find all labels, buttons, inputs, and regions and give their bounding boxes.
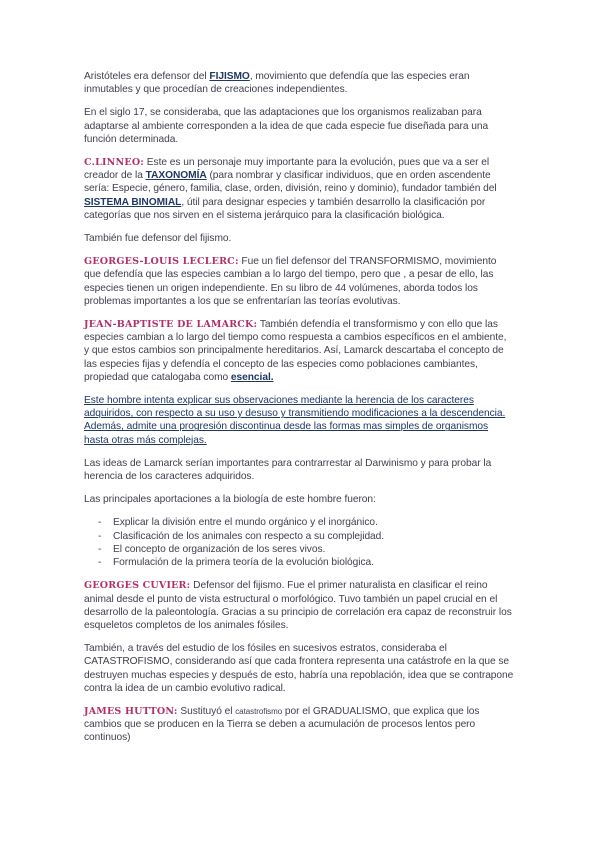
text: Sustituyó el — [177, 705, 236, 717]
text-small: catastrofismo — [235, 706, 283, 716]
paragraph-aportaciones: Las principales aportaciones a la biología de este hombre fueron: — [84, 494, 376, 506]
name-cuvier: GEORGES CUVIER: — [84, 580, 191, 592]
list-item: - Clasificación de los animales con respecto a su complejidad. — [100, 530, 514, 543]
paragraph-leclerc — [84, 255, 514, 308]
keyword-taxonomia: TAXONOMÍA — [145, 170, 207, 182]
paragraph-ideas-lamarck: Las ideas de Lamarck serían importantes para contrarrestar al Darwinismo y para probar la herencia de los caracteres adquiridos. — [84, 457, 492, 483]
text: (para nombrar y clasificar individuos, que en orden ascendente sería: Especie, género, familia, clase, orden, división, reino y dominio), fundador también del — [84, 170, 497, 195]
paragraph-catastrofismo: También, a través del estudio de los fósiles en sucesivos estratos, consideraba el CATASTROFISMO, considerando así que cada frontera representa una catástrofe en la que se destruyen muchas especies y después de esto, habría una repoblación, idea que se contrapone contra la idea de un cambio evolutivo radical. — [84, 643, 514, 694]
paragraph-aristoteles — [84, 70, 514, 96]
text: , útil para designar especies y también desarrollo la clasificación por categorías que nos sirven en el sistema jerárquico para la clasificación biológica. — [84, 196, 486, 221]
text: , movimiento que defendía que las especies eran inmutables y que procedían de creaciones independientes. — [84, 71, 470, 96]
list-item: - Explicar la división entre el mundo orgánico y el inorgánico. — [100, 516, 514, 529]
paragraph-linneo — [84, 156, 514, 222]
list-item: - El concepto de organización de los seres vivos. — [100, 543, 514, 556]
paragraph-siglo-17: En el siglo 17, se consideraba, que las adaptaciones que los organismos realizaban para adaptarse al ambiente corresponden a la idea de que cada especie fue diseñada para una función determinada. — [84, 107, 489, 145]
text: Defensor del fijismo. Fue el primer naturalista en clasificar el reino animal desde el punto de vista estructural o morfológico. Tuvo también un papel crucial en el desarrollo de la paleontología. Gracias a su principio de correlación era capaz de reconstruir los esqueletos completos de los animales fósiles. — [84, 580, 512, 631]
keyword-sistema-binomial: SISTEMA BINOMIAL — [84, 196, 182, 208]
name-leclerc: GEORGES-LOUIS LECLERC: — [84, 256, 239, 268]
name-lamarck: JEAN-BAPTISTE DE LAMARCK: — [84, 319, 258, 331]
name-linneo: C.LINNEO: — [84, 157, 145, 169]
text: Fue un fiel defensor del TRANSFORMISMO, movimiento que defendía que las especies cambian a lo largo del tiempo, pero que , a pesar de ello, las especies tienen un origen independiente. En su libro de 44 volúmenes, aborda todos los problemas importantes a los que se enfrentarían las teorías evolutivas. — [84, 256, 497, 307]
keyword-fijismo: FIJISMO — [209, 71, 250, 82]
text: También defendía el transformismo y con ello que las especies cambian a lo largo del tiempo como respuesta a cambios específicos en el ambiente, y que estos cambios son principalmente hereditarios. Así, Lamarck descartaba el concepto de las especies fijas y defendía el concepto de las especies como poblaciones cambiantes, propiedad que catalogaba como — [84, 319, 507, 383]
paragraph-hutton — [84, 705, 514, 745]
text: Aristóteles era defensor del — [84, 71, 210, 82]
list-item: - Formulación de la primera teoría de la evolución biológica. — [100, 556, 514, 569]
paragraph-lamarck — [84, 318, 514, 384]
name-hutton: JAMES HUTTON: — [84, 705, 178, 717]
paragraph-fijismo-note: También fue defensor del fijismo. — [84, 233, 232, 245]
paragraph-herencia: Este hombre intenta explicar sus observaciones mediante la herencia de los caracteres adquiridos, con respecto a su uso y desuso y transmitiendo modificaciones a la descendencia. Además, admite una progresión discontinua desde las formas mas simples de organismos hasta otras más complejas. — [84, 395, 506, 446]
aportaciones-list — [84, 516, 514, 569]
keyword-esencial: esencial. — [230, 371, 274, 383]
document-body — [84, 70, 514, 755]
paragraph-cuvier — [84, 579, 514, 632]
text: Este es un personaje muy importante para la evolución, pues que va a ser el creador de la — [84, 157, 490, 182]
text: por el GRADUALISMO, que explica que los cambios que se producen en la Tierra se deben a acumulación de procesos lentos pero continuos) — [84, 705, 480, 744]
